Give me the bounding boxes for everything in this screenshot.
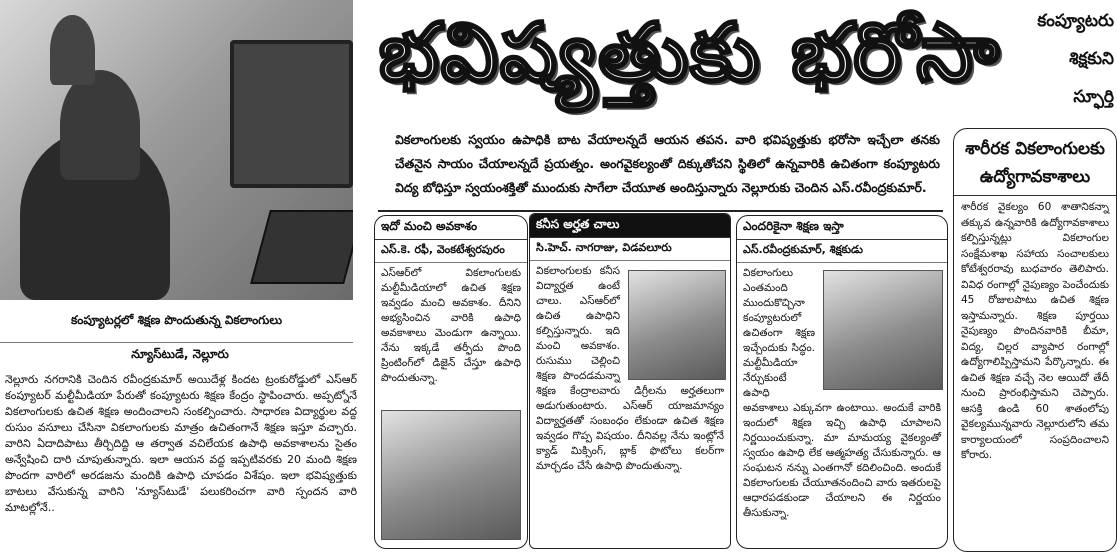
box-text-content: వికలాంగులు ఎంతమంది ముందుకొచ్చినా కంప్యూటరులో ఉచితంగా శిక్షణ ఇచ్చేందుకు సిద్ధం. మల్టీమీడియా నేర్చుకుంటే ఉపాధి అవకాశాలు ఎక్కువగా ఉంటాయి. అందుకే వారికి ఇందులో శిక్షణ ఇచ్చి ఉపాధి చూపాలని నిర్ణయించుకున్నా. మా మామయ్య వైకల్యంతో స్వయం ఉపాధి లేక ఆత్మహత్య చేసుకున్నారు. ఆ సంఘటన నన్ను ఎంతగానో కదిలించింది. అందుకే వికలాంగులకు చేయూతనందించి వారు ఇతరులపై ఆధారపడకుండా చేయాలని ఈ నిర్ణయం తీసుకున్నా. — [743, 267, 941, 519]
headline: భవిష్యత్తుకు భరోసా — [378, 5, 1002, 99]
main-photo — [0, 0, 353, 300]
computer-monitor — [230, 40, 353, 188]
box-heading: ఎందరికైనా శిక్షణ ఇస్తా — [737, 216, 947, 240]
divider — [378, 210, 943, 212]
kicker-line: శిక్షకుని — [1069, 49, 1114, 69]
student-figure — [60, 70, 140, 180]
intro-paragraph: వికలాంగులకు స్వయం ఉపాధికి బాట వేయాలన్నదే ఆయన తపన. వారి భవిష్యత్తుకు భరోసా ఇచ్చేలా తనకు చేతనైన సాయం చేయాలన్నదే ప్రయత్నం. అంగవైకల్యంతో దిక్కుతోచని స్థితిలో ఉన్నవారికి ఉచితంగా కంప్యూటరు విద్య బోధిస్తూ స్వయంశక్తితో ముందుకు సాగేలా చేయూత అందిస్తున్నారు నెల్లూరుకు చెందిన ఎస్.రవీంద్రకుమార్. — [395, 132, 940, 195]
box-byline: ఎస్.రవీంద్రకుమార్, శిక్షకుడు — [737, 240, 947, 263]
box-text: ఎస్‌ఆర్‌లో వికలాంగులకు మల్టీమీడియాలో ఉచిత శిక్షణ ఇవ్వడం మంచి అవకాశం. దీనిని అభ్యసించిన వారికి ఉపాధి అవకాశాలు మెండుగా ఉన్నాయి. నేను ఇక్కడే తర్ఫీదు పొంది ప్రింటింగ్‌లో డిజైన్ చేస్తూ ఉపాధి పొందుతున్నా. — [381, 267, 521, 384]
portrait-photo — [823, 270, 943, 390]
portrait-photo — [628, 270, 726, 380]
box-byline: ఎస్.కె. రఫీ, వెంకటేశ్వరపురం — [375, 240, 527, 263]
sidebar-box-nagaraju — [529, 213, 731, 549]
photo-caption: కంప్యూటర్లలో శిక్షణ పొందుతున్న వికలాంగులు — [0, 300, 353, 343]
box-text: శారీరక వైకల్యం 60 శాతానికన్నా తక్కువ ఉన్నవారికి ఉద్యోగావకాశాలు కల్పిస్తున్నట్లు వికలాంగుల సంక్షేమశాఖ సహాయ సంచాలకులు కోటేశ్వరరావు బుధవారం తెలిపారు. వివిధ రంగాల్లో నైపుణ్యం పెంచేందుకు 45 రోజులపాటు ఉచిత శిక్షణ ఇస్తామన్నారు. శిక్షణ పూర్తయి నైపుణ్యం పొందినవారికి బీమా, విద్య, చిల్లర వ్యాపార రంగాల్లో ఉద్యోగాలిప్పిస్తామని పేర్కొన్నారు. ఈ ఉచిత శిక్షణ వచ్చే నెల ఆయిదో తేదీ నుంచి ప్రారంభిస్తామని చెప్పారు. ఆసక్తి ఉండి 60 శాతంలోపు వైకల్యమున్నవారు నెల్లూరులోని తమ కార్యాలయంలో సంప్రదించాలని కోరారు. — [961, 201, 1109, 461]
sidebar-box-jobs — [953, 128, 1117, 552]
box-title: శారీరక వికలాంగులకు ఉద్యోగావకాశాలు — [954, 129, 1116, 196]
box-heading: కనీస అర్హత చాలు — [530, 214, 730, 238]
box-heading: ఇదో మంచి అవకాశం — [375, 216, 527, 240]
box-byline: సి.హెచ్. నాగరాజు, విడవలూరు — [530, 238, 730, 261]
kicker-line: కంప్యూటరు — [1037, 11, 1114, 31]
article-body: నెల్లూరు నగరానికి చెందిన రవీంద్రకుమార్ అయిదేళ్ల కిందట ట్రంకురోడ్డులో ఎస్‌ఆర్ కంప్యూటర్ మల్టీమీడియా పేరుతో కంప్యూటరు శిక్షణ కేంద్రం స్థాపించారు. అప్పట్నోనే వికలాంగులకు ఉచిత శిక్షణ అందించాలని సంకల్పించారు. సాధారణ విద్యార్థుల వద్ద రుసుం వసూలు చేసినా వికలాంగులకు మాత్రం ఉచితంగానే శిక్షణ ఇస్తూ వచ్చారు. వారిని ఏదాదిపాటు తీర్చిదిద్ది ఆ తర్వాత వచిలేయక ఉపాధి అవకాశాలను సైతం అన్వేషించి దారి చూపుతున్నారు. ఇలా ఆయన వద్ద ఇప్పటివరకు 20 మంది శిక్షణ పొందగా వారిలో అరడజను మందికి ఉపాధి చూపడం విశేషం. ఇలా భవిష్యత్తుకు బాటలు వేసుకున్న వారిని 'న్యూస్‌టుడే' పలుకరించగా వారి స్పందన వారి మాటల్లోనే.. — [5, 373, 357, 514]
kicker-line: స్ఫూర్తి — [1073, 87, 1114, 107]
portrait-photo — [381, 410, 521, 540]
student-figure — [50, 15, 95, 85]
dateline: న్యూస్‌టుడే, నెల్లూరు — [131, 346, 229, 361]
keyboard — [250, 210, 353, 284]
kicker — [1028, 2, 1114, 118]
box-text-content: వికలాంగులకు కనీస విద్యార్హత ఉంటే చాలు. ఎస్‌ఆర్‌లో ఉచిత ఉపాధిని కల్పిస్తున్నారు. ఇది మంచి అవకాశం. రుసుము చెల్లించి శిక్షణ పొందడమన్నా శిక్షణ కేంద్రాలవారు డిగ్రీలను అర్హతలుగా అడుగుతుంటారు. ఎస్‌ఆర్ యాజమాన్యం విద్యార్హతతో సంబంధం లేకుండా ఉచిత శిక్షణ ఇవ్వడం గొప్ప విషయం. దీనివల్ల నేను ఇంట్లోనే క్యాడ్ మిక్సింగ్, బ్లాక్ ఫొటోలు కలర్‌గా మార్చడం చేసే ఉపాధి పొందుతున్నా. — [536, 265, 724, 472]
